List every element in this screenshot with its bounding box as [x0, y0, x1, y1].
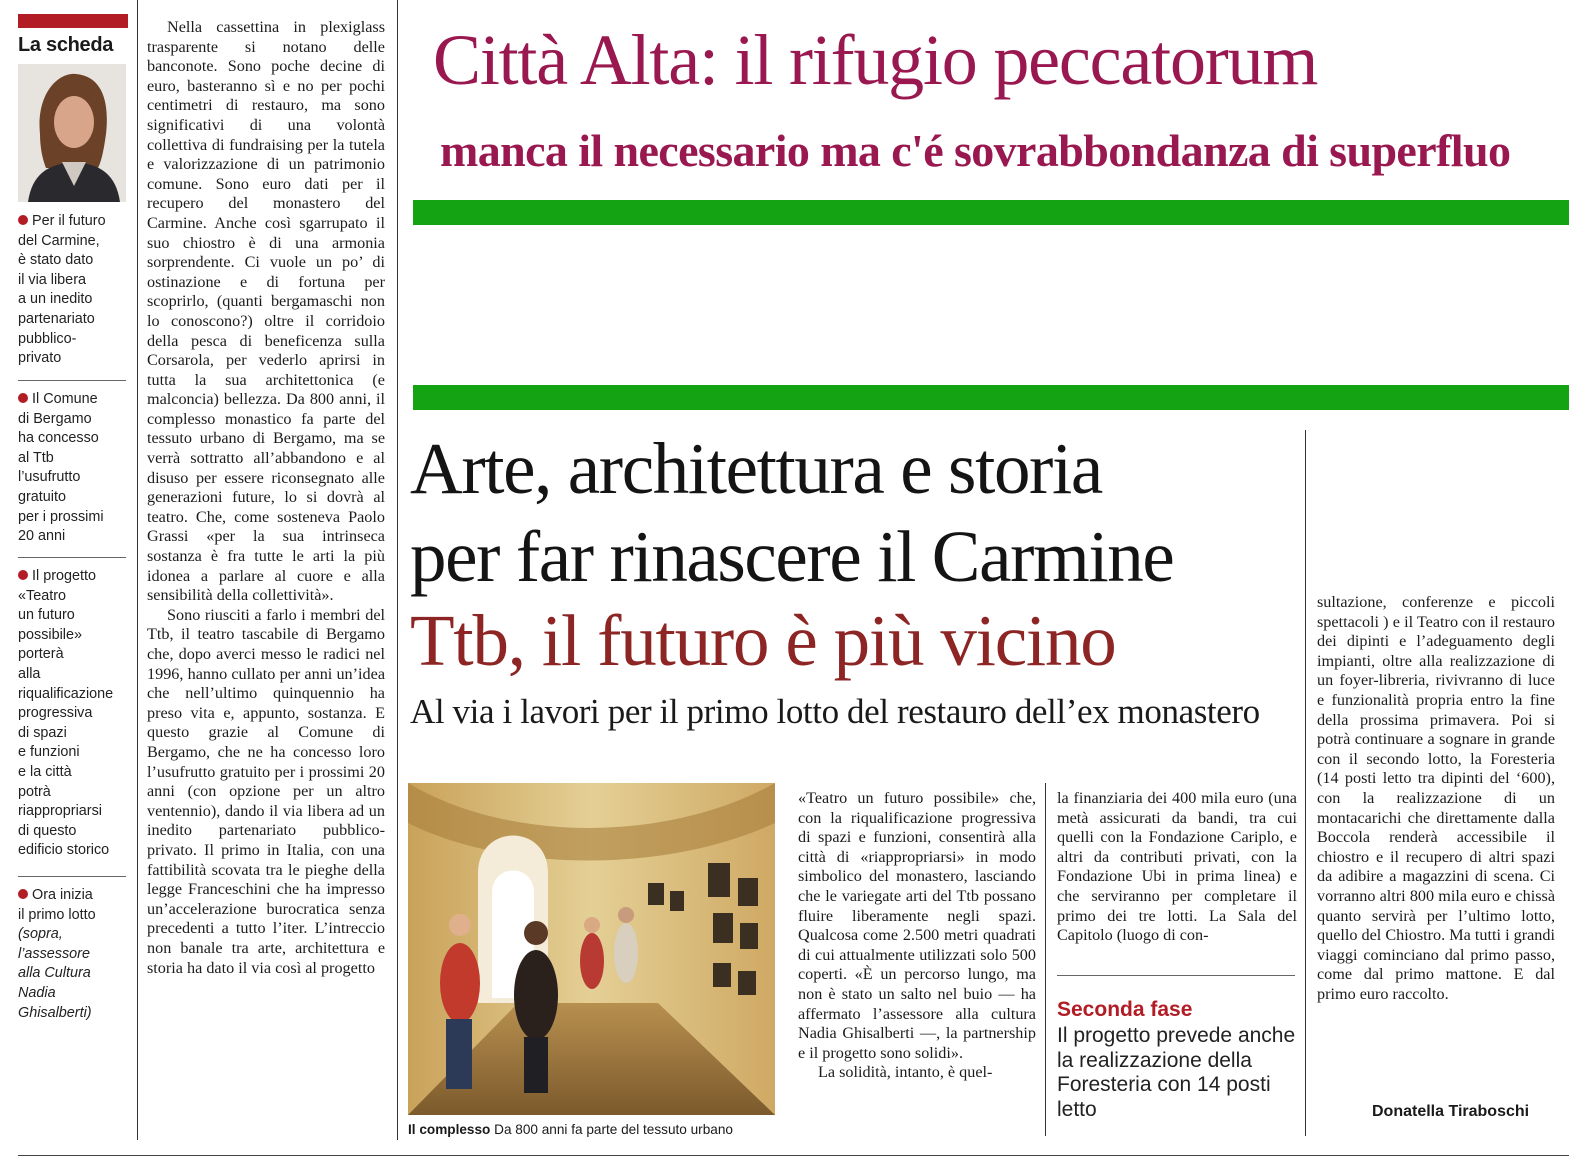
bullet-icon	[18, 393, 28, 403]
sidebar-red-bar	[18, 14, 128, 28]
top-headline: Città Alta: il rifugio peccatorum	[433, 20, 1318, 100]
box-title: Seconda fase	[1057, 998, 1193, 1021]
article-column-2	[798, 789, 1036, 1083]
bullet-icon	[18, 570, 28, 580]
sidebar-item-3: Il progetto «Teatro un futuro possibile» porterà alla riqualificazione progressiva di spazi e funzioni e la città potrà riappropriarsi di questo edificio storico	[18, 568, 114, 859]
main-subhead: Al via i lavori per il primo lotto del restauro dell’ex monastero	[410, 692, 1260, 731]
column-rule	[397, 0, 398, 1140]
paragraph: Sono riusciti a farlo i membri del Ttb, il teatro tascabile di Bergamo che, dopo averci messo le radici nel 1996, hanno cullato per anni un’idea che nell’ultimo quinquennio ha preso vita e, appunto, sostanza. E questo grazie al Comune di Bergamo, che ne ha concesso loro l’usufrutto gratuito per i prossimi 20 anni (con opzione per un altro ventennio), dando il via libera ad un inedito partenariato pubblico- privato. Il primo in Italia, con una fattibilità scovata tra le pieghe della legge Franceschini che ha impresso un’accelerazione burocratica senza precedenti a tutto l’iter. L’intreccio non banale tra arte, architettura e storia ha dato il via così al progetto	[147, 605, 385, 977]
paragraph: La solidità, intanto, è quel-	[818, 1063, 993, 1082]
column-rule	[1045, 783, 1046, 1136]
green-divider-top	[413, 200, 1569, 225]
paragraph: la finanziaria dei 400 mila euro (una metà assicurati da bandi, tra cui quelli con la Fondazione Cariplo, e altri da contributi privati, con la Fondazione Ubi in prima linea) e che serviranno per completare il primo dei tre lotti. La Sala del Capitolo (luogo di con-	[1057, 789, 1297, 945]
top-subheadline: manca il necessario ma c'é sovrabbondanza di superfluo	[440, 125, 1511, 176]
bullet-icon	[18, 215, 28, 225]
bullet-icon	[18, 889, 28, 899]
sidebar-divider	[18, 876, 126, 877]
sidebar-item-1: Per il futuro del Carmine, è stato dato il via libera a un inedito partenariato pubblico- privato	[18, 213, 106, 367]
sidebar-item-2: Il Comune di Bergamo ha concesso al Ttb l’usufrutto gratuito per i prossimi 20 anni	[18, 391, 104, 545]
column-rule	[137, 0, 138, 1140]
main-headline-red: Ttb, il futuro è più vicino	[410, 600, 1116, 681]
author-signature: Donatella Tiraboschi	[1372, 1103, 1530, 1120]
paragraph: Nella cassettina in plexiglass trasparente si notano delle banconote. Sono poche decine di euro, basteranno sì e no per pochi centimetri di restauro, ma sono significativi di una volontà collettiva di fundraising per la tutela e valorizzazione di un patrimonio comune. Sono euro dati per il recupero del monastero del Carmine. Anche così sgarrupato il suo chiostro è di una armonia sorprendente. Ci vuole un po’ di ostinazione e di fortuna per scoprirlo, (quanti bergamaschi non lo conoscono?) oltre il corridoio della pesca di beneficenza sulla Corsarola, per vederlo aprirsi in tutta la sua architettonica (e malconcia) bellezza. Da 800 anni, il complesso monastico fa parte del tessuto urbano di Bergamo, ma se verrà sottratto all’abbandono e al disuso per essere riconsegnato alle generazioni future, lo si dovrà al teatro. Che, come sosteneva Paolo Grassi «per la sua intrinseca sostanza è fra tutte le arti la più idonea a parlare al cuore e alla sensibilità della collettività».	[147, 18, 385, 605]
bottom-rule	[18, 1155, 1569, 1156]
article-column-1	[147, 18, 385, 978]
paragraph: sultazione, conferenze e piccoli spettacoli ) e il Teatro con il restauro dei dipinti e l’adeguamento degli impianti, oltre alla realizzazione di un foyer-libreria, rivivranno di luce e funzionalità propria entro la fine della prossima primavera. Poi si potrà continuare a sognare in grande con il secondo lotto, la Foresteria (14 posti letto tra dipinti del ‘600), con la realizzazione di un montacarichi che direttamente dalla Boccola renderà accessibile il chiostro e il recupero di altri spazi da adibire a magazzini di scena. Ci vorranno altri 800 mila euro e chissà quanto servirà per l’ultimo lotto, quello del Chiostro. Ma tutti i grandi viaggi cominciano dal primo passo, come dal primo mattone. E dal primo euro raccolto.	[1317, 593, 1555, 1003]
sidebar-divider	[18, 557, 126, 558]
sidebar-title: La scheda	[18, 34, 114, 56]
paragraph: «Teatro un futuro possibile» che, con la riqualificazione progressiva di spazi e funzioni, consentirà alla città di «riappropriarsi» in modo simbolico del monastero, lasciando che le variegate arti del Ttb possano fluire liberamente negli spazi. Qualcosa come 2.500 metri quadrati di cui attualmente utilizzati solo 500 coperti. «È un percorso lungo, ma non è stato un salto nel buio — ha affermato l’assessore alla cultura Nadia Ghisalberti —, la partnership e il progetto sono solidi».	[798, 789, 1036, 1062]
article-column-3	[1057, 789, 1297, 946]
sidebar-divider	[18, 380, 126, 381]
sidebar-item-4: Ora inizia il primo lotto (sopra, l’assessore alla Cultura Nadia Ghisalberti)	[18, 887, 96, 1021]
box-divider	[1057, 975, 1295, 976]
portrait-image	[18, 64, 126, 202]
cloister-photo	[408, 783, 775, 1115]
article-column-4	[1317, 593, 1555, 1004]
article-photo	[408, 783, 775, 1115]
sidebar-portrait-photo	[18, 64, 126, 202]
box-text: Il progetto prevede anche la realizzazione della Foresteria con 14 posti letto	[1057, 1024, 1296, 1121]
main-headline: Arte, architettura e storia per far rinascere il Carmine	[410, 428, 1174, 597]
photo-caption: Il complesso Da 800 anni fa parte del tessuto urbano	[408, 1122, 733, 1137]
green-divider-bottom	[413, 385, 1569, 410]
